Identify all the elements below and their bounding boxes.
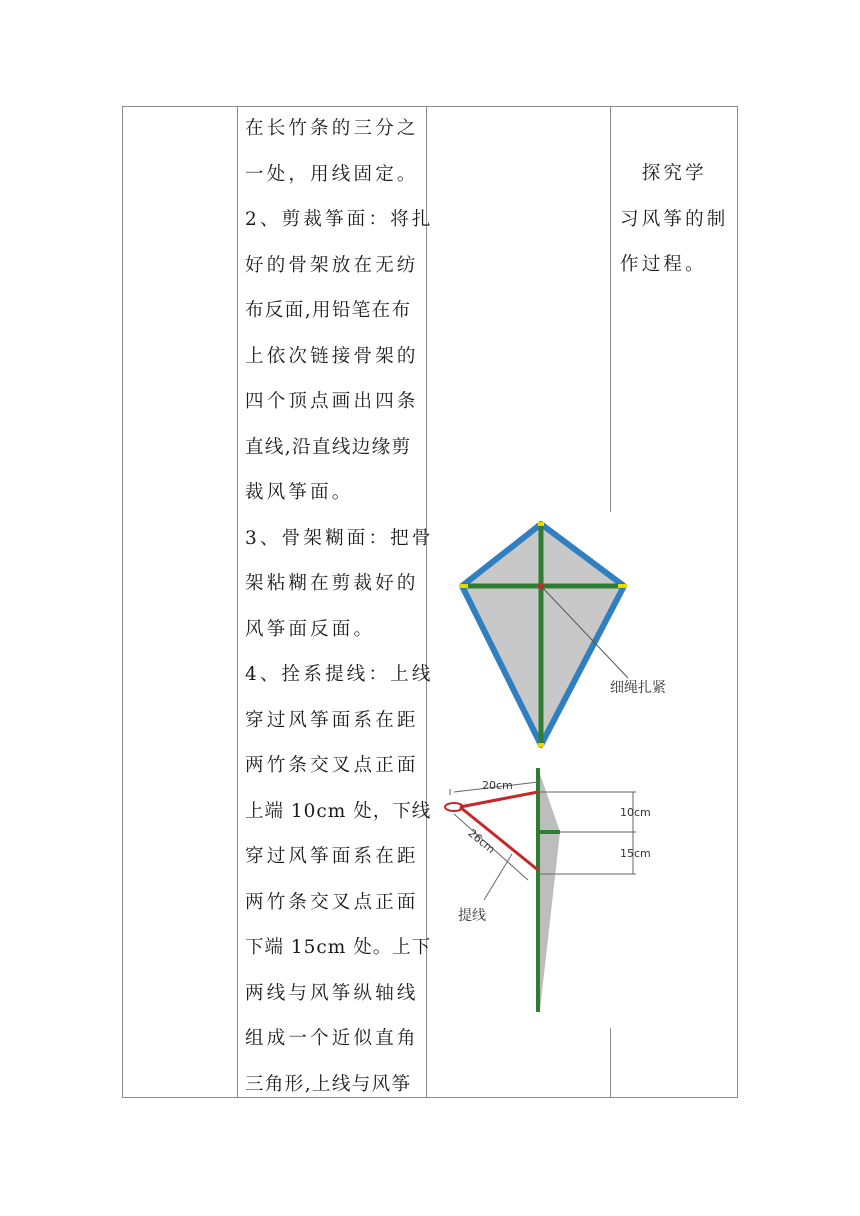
steps-line: 穿过风筝面系在距 [245,846,419,867]
upper-offset-label: 10cm [620,806,651,819]
steps-line: 风筝面反面。 [245,618,376,640]
steps-line: 两竹条交叉点正面 [245,891,419,913]
steps-line: 穿过风筝面系在距 [245,709,419,731]
steps-line: 架粘糊在剪裁好的 [245,573,419,594]
steps-line: 两线与风筝纵轴线 [245,982,419,1004]
purpose-text-cell [620,151,736,288]
kite-knot-label: 细绳扎紧 [610,680,666,696]
steps-line: 上依次链接骨架的 [245,345,419,367]
purpose-line: 探究学 [620,163,707,184]
steps-line: 好的骨架放在无纺 [245,254,419,276]
column-divider-3-upper [610,106,611,512]
bridle-figure [440,762,670,1018]
steps-line: 一处，用线固定。 [245,163,419,185]
steps-line: 直线,沿直线边缘剪 [245,436,412,458]
steps-line: 在长竹条的三分之 [245,118,419,139]
steps-line: 组成一个近似直角 [245,1028,419,1049]
column-divider-3-lower [610,1028,611,1098]
purpose-line: 习风筝的制 [620,208,729,230]
bridle-label: 提线 [458,908,486,924]
steps-text-cell [245,106,434,1107]
steps-line: 2、剪裁筝面：将扎 [245,209,434,230]
purpose-line: 作过程。 [620,254,707,275]
kite-side-sail [538,768,560,1010]
column-divider-1 [237,106,238,1098]
steps-line: 4、拴系提线：上线 [245,664,434,685]
steps-line: 下端 15cm 处。上下 [245,937,432,958]
diagonal-distance-label: 26cm [465,826,498,857]
kite-frame-figure [440,512,740,752]
steps-line: 三角形,上线与风筝 [245,1073,412,1095]
steps-line: 3、骨架糊面：把骨 [245,527,434,549]
steps-line: 两竹条交叉点正面 [245,755,419,776]
upper-bridle-line [460,792,538,807]
steps-line: 上端 10cm 处，下线 [245,800,432,822]
steps-line: 裁风筝面。 [245,482,354,503]
steps-line: 布反面,用铅笔在布 [245,300,412,321]
bridle-leader-line [484,854,512,900]
steps-line: 四个顶点画出四条 [245,391,419,412]
top-distance-label: 20cm [482,779,513,792]
lower-offset-label: 15cm [620,847,651,860]
